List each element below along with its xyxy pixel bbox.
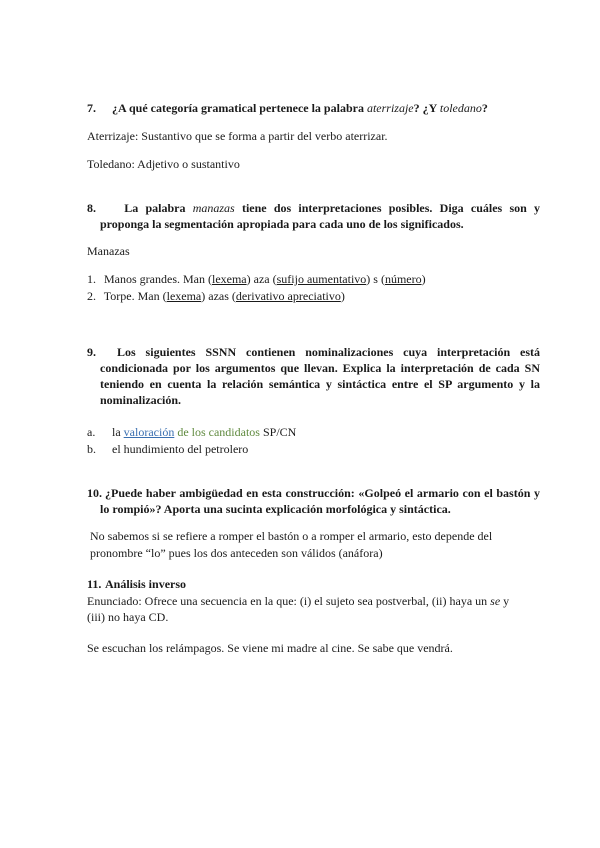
question-text: ? <box>481 101 488 115</box>
term-aterrizaje: aterrizaje <box>366 101 414 115</box>
answer-8-heading: Manazas <box>87 244 130 258</box>
underlined-term: sufijo aumentativo <box>276 272 367 286</box>
highlighted-nominalization: valoración <box>123 425 175 439</box>
list-text: el hundimiento del petrolero <box>112 442 249 456</box>
question-text: ¿A qué categoría gramatical pertenece la palabra <box>112 101 364 115</box>
question-number: 11. <box>87 577 102 591</box>
question-7 <box>87 100 527 116</box>
list-text: Manos grandes. Man ( <box>104 272 212 286</box>
underlined-term: lexema <box>211 272 247 286</box>
list-text: SP/CN <box>259 425 297 439</box>
question-9 <box>87 344 540 408</box>
question-11-statement <box>87 593 527 625</box>
answer-10-line-2: pronombre “lo” pues los dos anteceden son válidos (anáfora) <box>90 546 383 560</box>
list-marker: a. <box>87 425 96 439</box>
list-marker: b. <box>87 442 96 456</box>
question-text: La palabra <box>124 201 186 215</box>
answer-11: Se escuchan los relámpagos. Se viene mi madre al cine. Se sabe que vendrá. <box>87 641 453 655</box>
term-manazas: manazas <box>192 201 235 215</box>
list-text: ) azas ( <box>201 289 236 303</box>
list-text: ) <box>340 289 345 303</box>
question-text: ¿Puede haber ambigüedad en esta construcción: «Golpeó el armario con el bastón y lo rompió»? Aporta una sucinta explicación morfológica y sintáctica. <box>100 486 540 516</box>
list-marker: 1. <box>87 272 96 286</box>
term-se: se <box>490 594 501 608</box>
statement-text: Enunciado: Ofrece una secuencia en la que: (i) el sujeto sea postverbal, (ii) haya un <box>87 594 488 608</box>
question-11 <box>87 576 527 592</box>
list-item <box>87 441 248 457</box>
underlined-term: derivativo apreciativo <box>235 289 341 303</box>
list-text: Torpe. Man ( <box>103 289 167 303</box>
list-item <box>87 288 345 304</box>
list-text: ) <box>421 272 426 286</box>
list-text: ) s ( <box>366 272 385 286</box>
term-toledano: toledano <box>439 101 482 115</box>
answer-7-line-1: Aterrizaje: Sustantivo que se forma a partir del verbo aterrizar. <box>87 129 388 143</box>
statement-text: y (iii) no haya CD. <box>87 594 510 624</box>
list-item <box>87 271 426 287</box>
answer-7-line-2: Toledano: Adjetivo o sustantivo <box>87 157 240 171</box>
question-number: 8. <box>87 201 96 215</box>
question-8 <box>87 200 540 232</box>
question-text: Los siguientes SSNN contienen nominalizaciones cuya interpretación está condicionada por los argumentos que llevan. Explica la interpretación de cada SN teniendo en cuenta la relación semántica y sintáctica entre el SP argumento y la nominalización. <box>100 345 540 407</box>
section-title: Análisis inverso <box>105 577 187 591</box>
question-10 <box>87 485 540 517</box>
question-number: 7. <box>87 101 96 115</box>
list-item <box>87 424 296 440</box>
underlined-term: lexema <box>166 289 202 303</box>
question-number: 10. <box>87 486 102 500</box>
question-text: ? ¿Y <box>413 101 437 115</box>
question-text: tiene dos interpretaciones posibles. Diga cuáles son y proponga la segmentación apropiada para cada uno de los significados. <box>100 201 541 231</box>
list-marker: 2. <box>87 289 96 303</box>
question-number: 9. <box>87 345 96 359</box>
list-text: la <box>112 425 124 439</box>
highlighted-argument: de los candidatos <box>174 425 260 439</box>
underlined-term: número <box>384 272 422 286</box>
answer-10-line-1: No sabemos si se refiere a romper el bastón o a romper el armario, esto depende del <box>90 529 493 543</box>
list-text: ) aza ( <box>246 272 277 286</box>
